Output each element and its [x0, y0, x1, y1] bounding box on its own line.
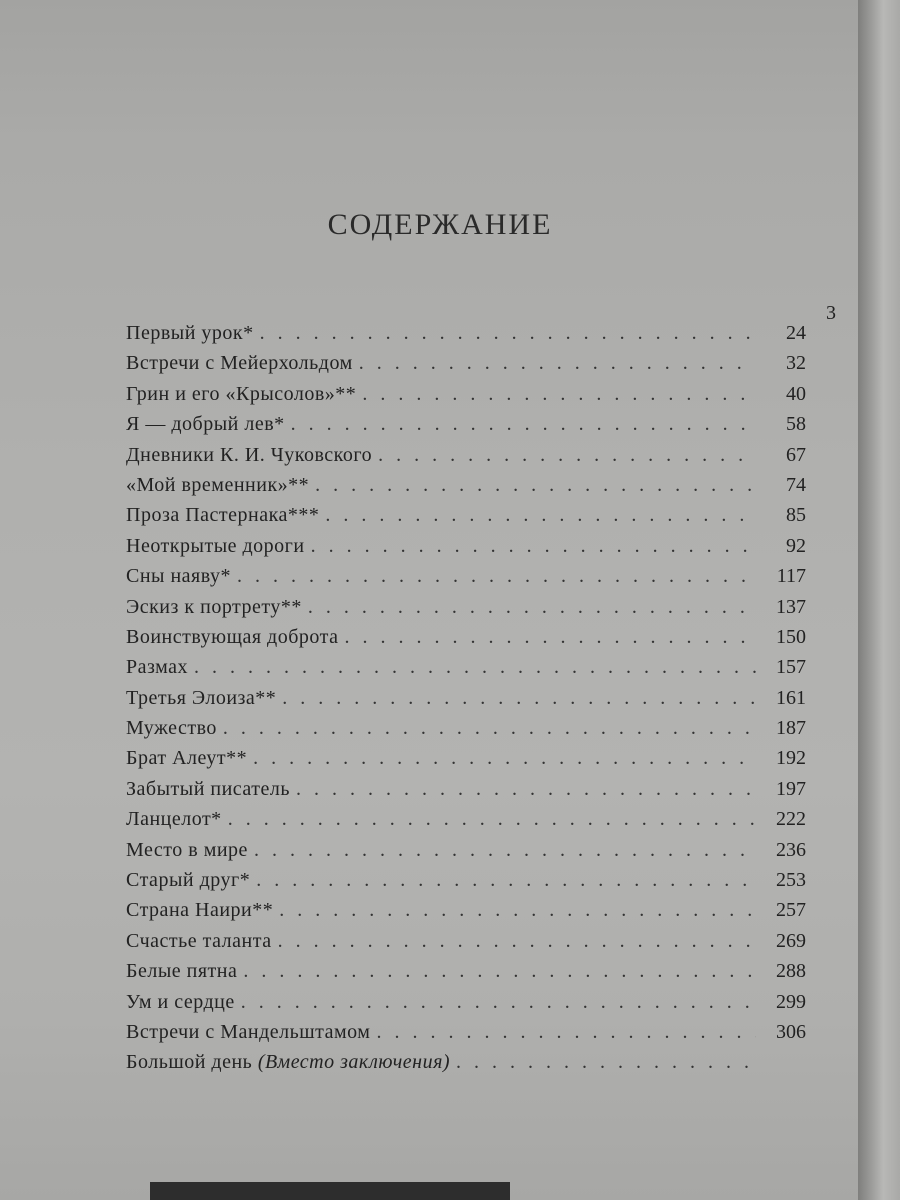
- toc-entry: [126, 869, 806, 899]
- toc-leader: [279, 899, 756, 922]
- toc-entry-page: 257: [776, 899, 806, 922]
- toc-entry-title: Белые пятна: [126, 960, 238, 983]
- toc-leader: [315, 474, 756, 497]
- toc-entry-title: Неоткрытые дороги: [126, 534, 305, 557]
- toc-leader: [456, 1051, 756, 1074]
- toc-entry-page: 236: [776, 838, 806, 861]
- toc-entry-page: 40: [786, 382, 806, 405]
- toc-entry-title: Старый друг*: [126, 869, 251, 892]
- toc-entry-page: 24: [786, 322, 806, 344]
- toc-entry-page: 222: [776, 808, 806, 831]
- toc-leader: [308, 596, 756, 619]
- toc-entry-page: 137: [776, 595, 806, 618]
- toc-entry-title: Проза Пастернака***: [126, 504, 320, 527]
- toc-entry-title: Третья Элоиза**: [126, 686, 277, 709]
- toc-entry-title: Ум и сердце: [126, 990, 235, 1013]
- toc-entry-page: 85: [786, 504, 806, 527]
- toc-entry: [126, 444, 806, 474]
- toc-entry: [126, 474, 806, 504]
- toc-entry: [126, 504, 806, 534]
- toc-entry-page: 67: [786, 443, 806, 466]
- toc-entry-title-main: Большой день: [126, 1051, 253, 1074]
- toc-leader: [237, 565, 756, 588]
- toc-leader: [260, 322, 756, 345]
- toc-entry: [126, 899, 806, 929]
- toc-leader: [256, 869, 756, 892]
- toc-leader: [296, 778, 756, 801]
- toc-entry-page: 58: [786, 413, 806, 436]
- toc-leader: [362, 383, 756, 406]
- toc-entry: [126, 747, 806, 777]
- toc-entry-title: Встречи с Мандельштамом: [126, 1020, 371, 1043]
- toc-entry-title: Место в мире: [126, 838, 248, 861]
- toc-entry: [126, 960, 806, 990]
- toc-leader: [345, 626, 757, 649]
- toc-entry: [126, 352, 806, 382]
- toc-entry-title: Счастье таланта: [126, 929, 272, 952]
- toc-entry-title: Грин и его «Крысолов»**: [126, 382, 357, 405]
- toc-leader: [243, 960, 756, 983]
- toc-entry: [126, 930, 806, 960]
- toc-entry: [126, 413, 806, 443]
- toc-leader: [376, 1021, 756, 1044]
- toc-entry: [126, 596, 806, 626]
- toc-entry: [126, 839, 806, 869]
- toc-entry-title: «Мой временник»**: [126, 473, 310, 496]
- toc-entry-title: Мужество: [126, 717, 217, 740]
- toc-entry: [126, 383, 806, 413]
- toc-entry-page: 157: [776, 656, 806, 679]
- toc-entry-title: Я — добрый лев*: [126, 413, 285, 436]
- toc-leader: [241, 991, 756, 1014]
- background-object: [150, 1182, 510, 1200]
- toc-entry-title: Встречи с Мейерхольдом: [126, 352, 353, 375]
- toc-entry-subtitle: (Вместо заключения): [257, 1051, 451, 1074]
- toc-entry-page: 253: [776, 869, 806, 892]
- toc-leader: [325, 504, 756, 527]
- page-title: СОДЕРЖАНИЕ: [327, 208, 553, 241]
- toc-entry-page: 187: [776, 717, 806, 740]
- toc-entry-title: Первый урок*: [126, 322, 254, 344]
- toc-leader: [278, 930, 756, 953]
- toc-entry-page: 117: [776, 565, 806, 588]
- toc-entry-title: Брат Алеут**: [126, 747, 248, 770]
- toc-entry-page: 150: [776, 625, 806, 648]
- toc-entry-page: 288: [776, 960, 806, 983]
- toc-entry-title: Размах: [126, 656, 189, 679]
- toc-entry: [126, 565, 806, 595]
- toc-entry: [126, 626, 806, 656]
- toc-entry-title: Эскиз к портрету**: [126, 595, 302, 618]
- toc-entry: [126, 991, 806, 1021]
- toc-entry: [126, 535, 806, 565]
- toc-entry-page: 161: [776, 686, 806, 709]
- toc-leader: [282, 687, 756, 710]
- toc-leader: [291, 413, 756, 436]
- toc-entry-title: Дневники К. И. Чуковского: [126, 443, 373, 466]
- toc-leader: [311, 535, 756, 558]
- toc-entry-title: Забытый писатель: [126, 777, 290, 800]
- toc-entry-page: 306: [776, 1020, 806, 1043]
- toc-page-number-first: 3: [826, 302, 836, 324]
- toc-entry: [126, 808, 806, 838]
- toc-entry: [126, 687, 806, 717]
- toc-entry-page: 74: [786, 473, 806, 496]
- toc-entry-page: 92: [786, 534, 806, 557]
- toc-entry: [126, 1021, 806, 1051]
- toc-leader: [253, 747, 756, 770]
- table-of-contents: [126, 300, 806, 1082]
- toc-entry-title: Страна Наири**: [126, 899, 274, 922]
- toc-leader: [378, 444, 756, 467]
- toc-entry: [126, 322, 806, 352]
- toc-entry-page: 197: [776, 777, 806, 800]
- page-edge: [858, 0, 900, 1200]
- toc-entry-title: Воинствующая доброта: [126, 625, 339, 648]
- toc-entry: [126, 656, 806, 686]
- toc-entry-page: 192: [776, 747, 806, 770]
- toc-entry-page: 299: [776, 990, 806, 1013]
- toc-entry-title: Ланцелот*: [126, 808, 222, 831]
- toc-entry: [126, 717, 806, 747]
- toc-entry: [126, 778, 806, 808]
- toc-leader: [228, 808, 756, 831]
- toc-entry-page: 269: [776, 929, 806, 952]
- toc-entry: [126, 1051, 806, 1081]
- toc-entry-title-last: [126, 1051, 450, 1074]
- toc-leader: [359, 352, 756, 375]
- toc-entry-page: 32: [786, 352, 806, 375]
- toc-leader: [194, 656, 756, 679]
- toc-leader: [254, 839, 756, 862]
- toc-entry-title: Сны наяву*: [126, 565, 232, 588]
- toc-leader: [223, 717, 756, 740]
